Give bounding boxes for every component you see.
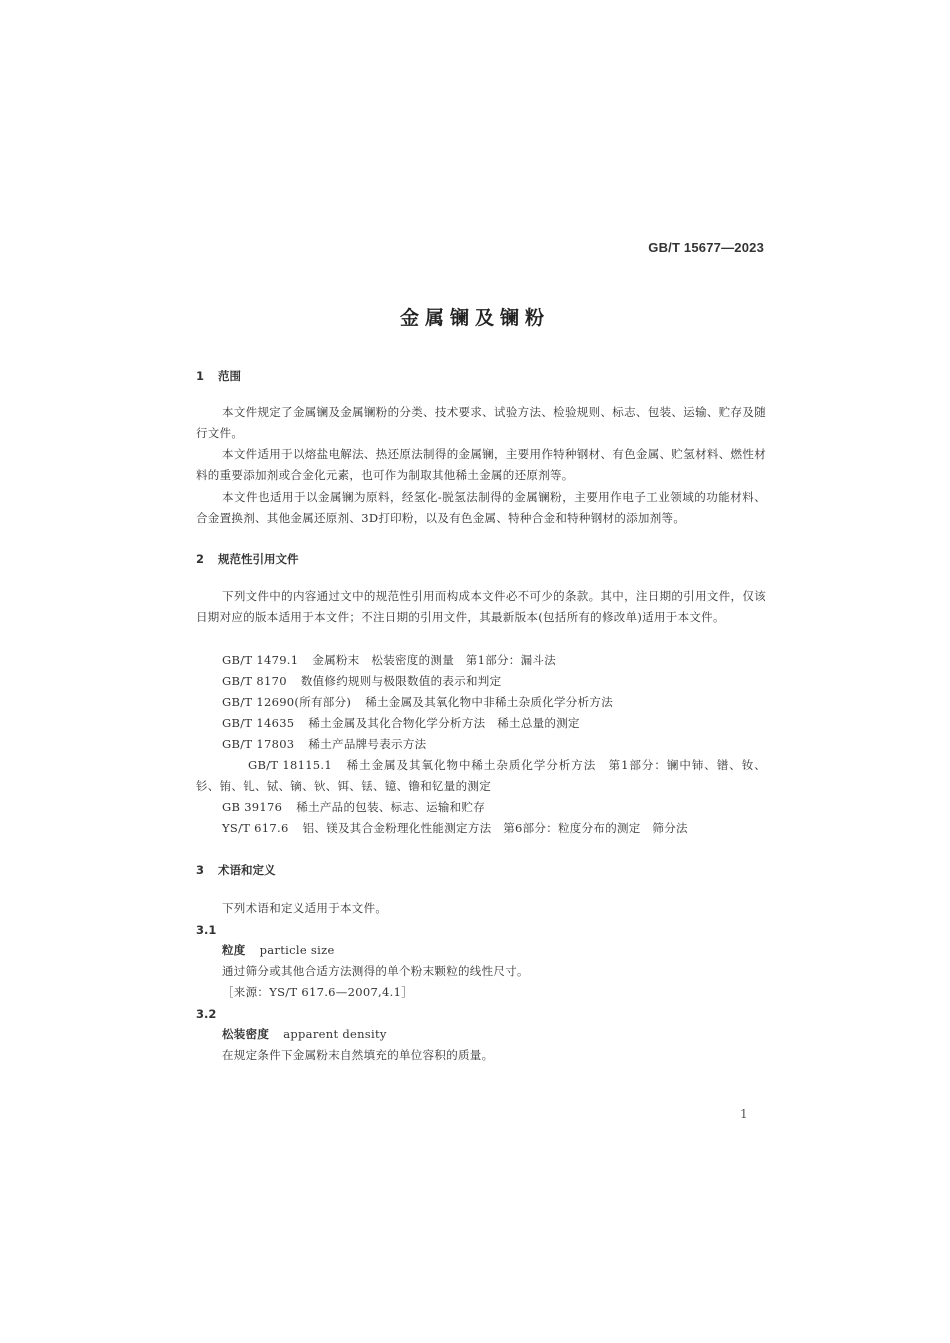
section-number: 3 — [196, 863, 205, 877]
reference-item — [222, 692, 766, 713]
document-title: 金属镧及镧粉 — [399, 307, 550, 329]
reference-item — [222, 734, 766, 755]
standard-code: GB/T 15677—2023 — [648, 240, 764, 255]
reference-item — [222, 797, 766, 818]
reference-title: 稀土产品的包装、标志、运输和贮存 — [296, 800, 486, 814]
scope-paragraph-2: 本文件适用于以熔盐电解法、热还原法制得的金属镧，主要用作特种钢材、有色金属、贮氢材料、燃性材料的重要添加剂或合金化元素，也可作为制取其他稀土金属的还原剂等。 — [196, 447, 766, 482]
term-chinese: 松装密度 — [222, 1027, 270, 1041]
reference-title: 数值修约规则与极限数值的表示和判定 — [300, 674, 502, 688]
reference-code: GB/T 14635 — [222, 716, 295, 730]
term-definition: 在规定条件下金属粉末自然填充的单位容积的质量。 — [222, 1048, 494, 1062]
term-chinese: 粒度 — [222, 943, 246, 957]
scope-paragraph-1: 本文件规定了金属镧及金属镧粉的分类、技术要求、试验方法、检验规则、标志、包装、运输、贮存及随行文件。 — [196, 405, 766, 440]
reference-code: GB/T 12690(所有部分) — [222, 695, 352, 709]
scope-paragraph-3: 本文件也适用于以金属镧为原料，经氢化-脱氢法制得的金属镧粉，主要用作电子工业领域的功能材料、合金置换剂、其他金属还原剂、3D打印粉，以及有色金属、特种合金和特种钢材的添加剂等。 — [196, 490, 766, 525]
reference-item — [222, 818, 766, 839]
term-entry-particle-size — [222, 940, 335, 961]
reference-item — [222, 713, 766, 734]
reference-item — [222, 650, 766, 671]
term-source: ［来源：YS/T 617.6—2007,4.1］ — [222, 985, 414, 999]
reference-title: 铝、镁及其合金粉理化性能测定方法 第6部分：粒度分布的测定 筛分法 — [302, 821, 688, 835]
normative-refs-intro: 下列文件中的内容通过文中的规范性引用而构成本文件必不可少的条款。其中，注日期的引用文件，仅该日期对应的版本适用于本文件；不注日期的引用文件，其最新版本(包括所有的修改单)适用于本文件。 — [196, 589, 766, 624]
section-number: 1 — [196, 369, 205, 383]
reference-code: GB/T 18115.1 — [248, 758, 332, 772]
page-number: 1 — [740, 1107, 748, 1121]
section-heading-normative-refs — [196, 551, 299, 567]
section-number: 2 — [196, 552, 205, 566]
section-title: 规范性引用文件 — [218, 552, 299, 566]
reference-title: 稀土产品牌号表示方法 — [308, 737, 427, 751]
term-definition: 通过筛分或其他合适方法测得的单个粉末颗粒的线性尺寸。 — [222, 964, 529, 978]
section-title: 术语和定义 — [218, 863, 276, 877]
reference-code: YS/T 617.6 — [222, 821, 289, 835]
reference-title: 金属粉末 松装密度的测量 第1部分：漏斗法 — [312, 653, 557, 667]
section-heading-scope — [196, 368, 241, 384]
reference-item — [222, 671, 766, 692]
term-number: 3.1 — [196, 923, 217, 937]
term-english: particle size — [259, 943, 335, 957]
section-title: 范围 — [218, 369, 241, 383]
terms-intro: 下列术语和定义适用于本文件。 — [222, 901, 388, 915]
reference-item — [196, 755, 766, 797]
reference-code: GB/T 8170 — [222, 674, 287, 688]
term-entry-apparent-density — [222, 1024, 387, 1045]
term-english: apparent density — [283, 1027, 387, 1041]
reference-code: GB/T 17803 — [222, 737, 295, 751]
reference-code: GB/T 1479.1 — [222, 653, 299, 667]
reference-title: 稀土金属及其氧化物中稀土杂质化学分析方法 第1部分：镧中铈、镨、钕、钐、铕、钆、铽、镝、钬、铒、铥、镱、镥和钇量的测定 — [196, 758, 766, 793]
reference-code: GB 39176 — [222, 800, 283, 814]
term-number: 3.2 — [196, 1007, 217, 1021]
reference-title: 稀土金属及其化合物化学分析方法 稀土总量的测定 — [308, 716, 580, 730]
section-heading-terms — [196, 862, 276, 878]
reference-title: 稀土金属及其氧化物中非稀土杂质化学分析方法 — [365, 695, 614, 709]
